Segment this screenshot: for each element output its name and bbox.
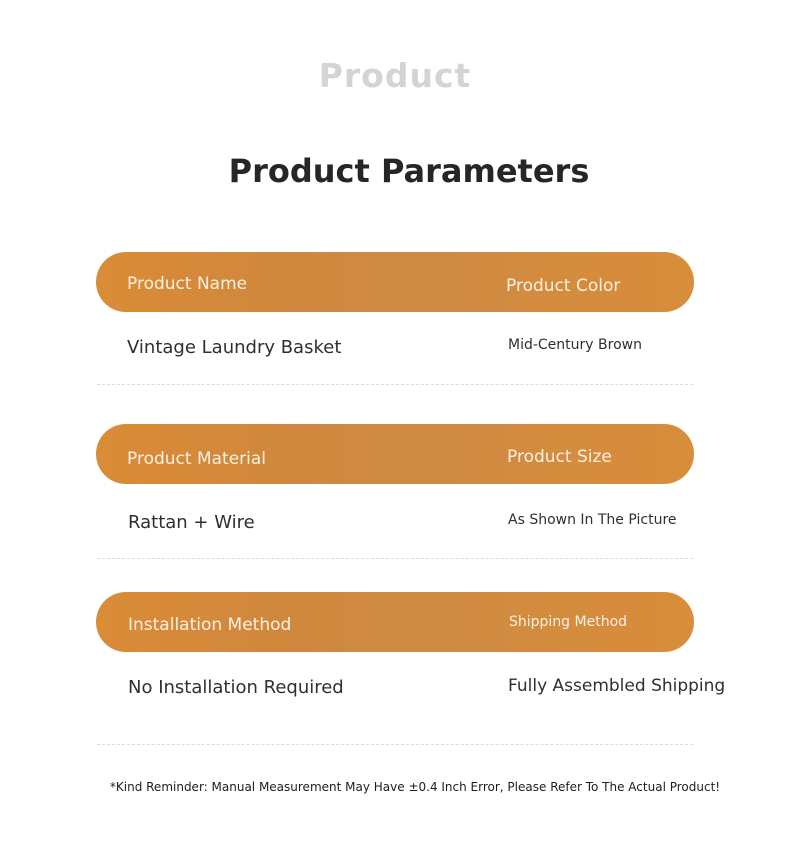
- product-size-value: As Shown In The Picture: [508, 512, 677, 528]
- installation-method-label: Installation Method: [128, 615, 292, 635]
- page-title: Product Parameters: [228, 152, 590, 190]
- section-divider: [97, 384, 693, 385]
- shipping-method-label: Shipping Method: [509, 614, 628, 630]
- section-divider: [97, 558, 693, 559]
- product-name-label: Product Name: [127, 274, 248, 294]
- product-material-label: Product Material: [127, 449, 267, 469]
- installation-method-value: No Installation Required: [128, 677, 344, 698]
- product-color-label: Product Color: [506, 276, 621, 296]
- shipping-method-value: Fully Assembled Shipping: [508, 676, 726, 696]
- product-name-value: Vintage Laundry Basket: [127, 337, 342, 358]
- watermark-text: Product: [318, 56, 472, 95]
- section-divider: [97, 744, 693, 745]
- product-size-label: Product Size: [507, 447, 612, 467]
- product-color-value: Mid-Century Brown: [508, 337, 642, 353]
- product-material-value: Rattan + Wire: [128, 512, 255, 533]
- kind-reminder-note: *Kind Reminder: Manual Measurement May Have ±0.4 Inch Error, Please Refer To The Actual Product!: [109, 780, 721, 794]
